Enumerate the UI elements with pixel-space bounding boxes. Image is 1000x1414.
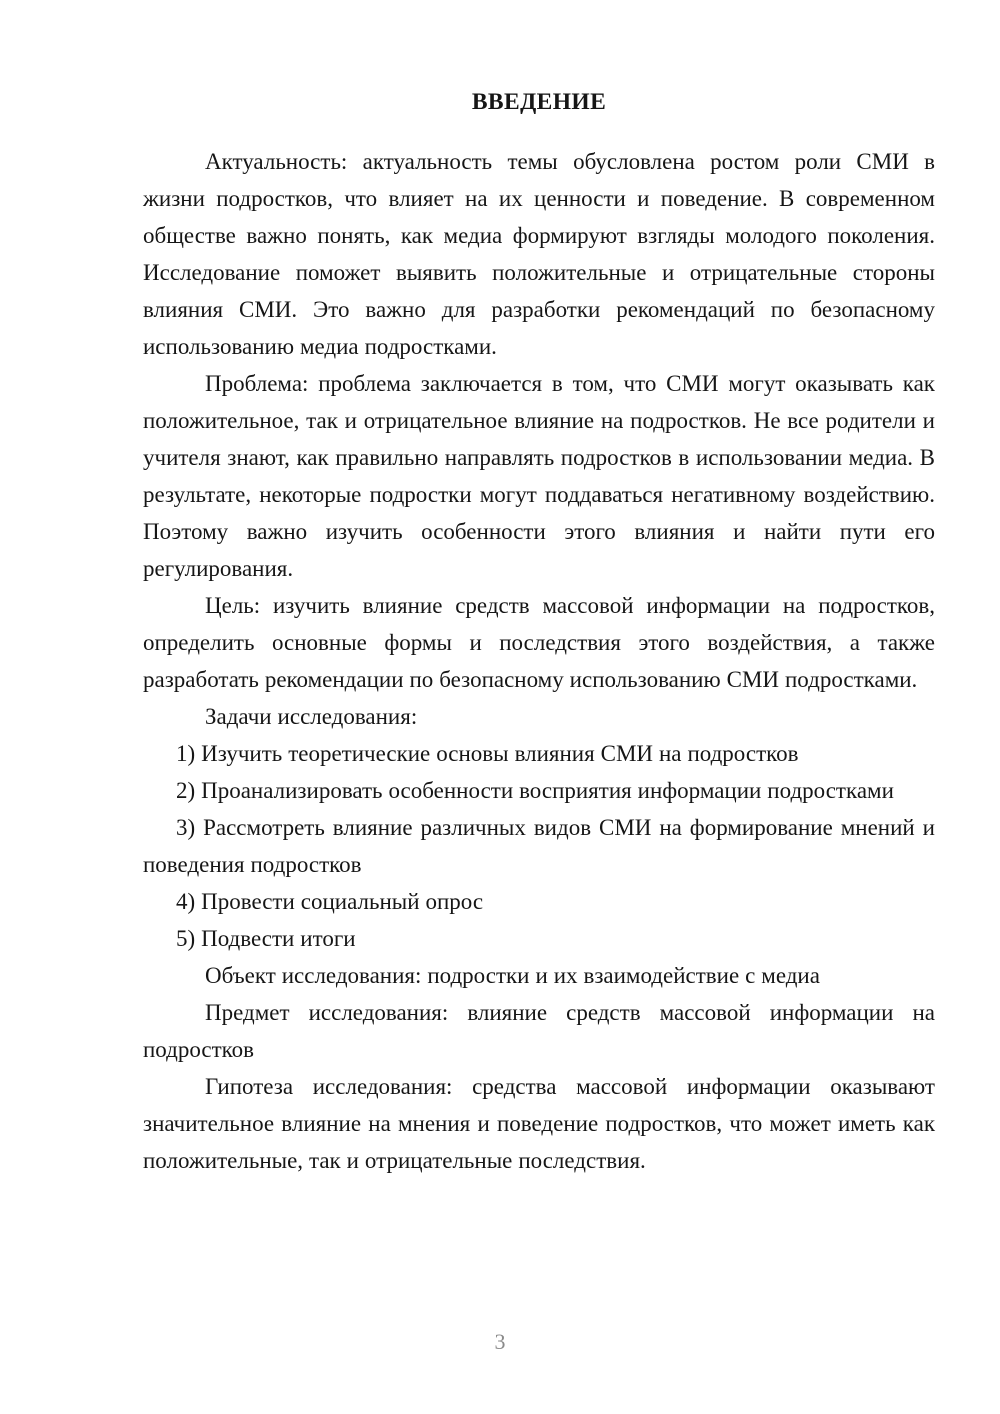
list-item-task-4: 4) Провести социальный опрос [176,889,484,914]
list-item-task-1: 1) Изучить теоретические основы влияния СМИ на подростков [176,741,799,766]
paragraph-tasks-label: Задачи исследования: [205,704,418,729]
paragraph-subject: Предмет исследования: влияние средств массовой информации на подростков [143,1000,935,1062]
paragraph-goal: Цель: изучить влияние средств массовой информации на подростков, определить основные формы и последствия этого воздействия, а также разработать рекомендации по безопасному использованию СМИ подростками. [143,593,935,692]
page-title: ВВЕДЕНИЕ [471,89,607,115]
page-number: 3 [494,1329,506,1354]
list-item-task-2: 2) Проанализировать особенности восприятия информации подростками [176,778,894,803]
paragraph-hypothesis: Гипотеза исследования: средства массовой информации оказывают значительное влияние на мнения и поведение подростков, что может иметь как положительные, так и отрицательные последствия. [143,1074,935,1173]
paragraph-relevance: Актуальность: актуальность темы обусловлена ростом роли СМИ в жизни подростков, что влияет на их ценности и поведение. В современном обществе важно понять, как медиа формируют взгляды молодого поколения. Исследование поможет выявить положительные и отрицательные стороны влияния СМИ. Это важно для разработки рекомендаций по безопасному использованию медиа подростками. [143,149,935,359]
list-item-task-5: 5) Подвести итоги [176,926,356,951]
paragraph-object: Объект исследования: подростки и их взаимодействие с медиа [205,963,820,988]
list-item-task-3: 3) Рассмотреть влияние различных видов СМИ на формирование мнений и поведения подростков [143,815,935,877]
paragraph-problem: Проблема: проблема заключается в том, что СМИ могут оказывать как положительное, так и отрицательное влияние на подростков. Не все родители и учителя знают, как правильно направлять подростков в использовании медиа. В результате, некоторые подростки могут поддаваться негативному воздействию. Поэтому важно изучить особенности этого влияния и найти пути его регулирования. [143,371,935,581]
document-body [143,84,935,1179]
